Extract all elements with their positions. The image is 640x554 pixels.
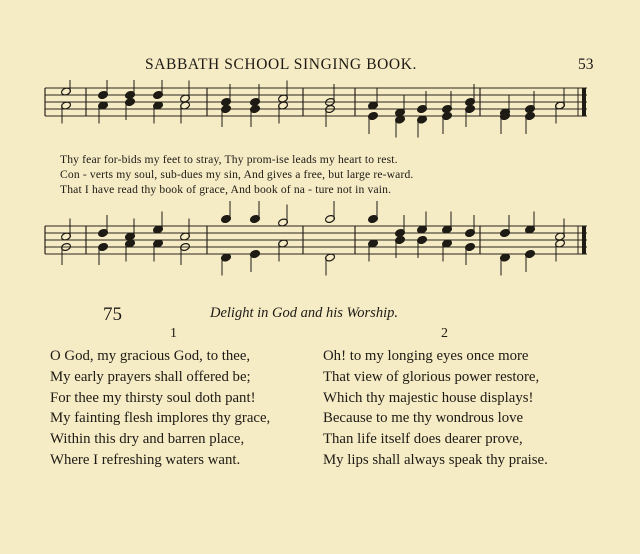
verse-number: 2 <box>441 326 448 341</box>
verse-line: Where I refreshing waters want. <box>50 451 241 468</box>
verse-number: 1 <box>170 326 177 341</box>
hymn-title: Delight in God and his Worship. <box>210 305 398 321</box>
hymn-number: 75 <box>103 304 122 325</box>
page-number: 53 <box>578 56 594 73</box>
verse-line: Oh! to my longing eyes once more <box>323 348 529 364</box>
verse-line: My lips shall always speak thy praise. <box>323 451 548 468</box>
running-title: SABBATH SCHOOL SINGING BOOK. <box>145 56 417 73</box>
lyric-line: Thy fear for-bids my feet to stray, Thy prom-ise leads my heart to rest. <box>60 153 398 166</box>
verse-line: Which thy majestic house displays! <box>323 389 534 406</box>
lyric-line: That I have read thy book of grace, And book of na - ture not in vain. <box>60 183 392 196</box>
upper-music-system <box>0 80 640 150</box>
verse-line: My early prayers shall offered be; <box>50 368 251 385</box>
verse-line: My fainting flesh implores thy grace, <box>50 410 271 427</box>
verse-one <box>50 346 270 471</box>
lyric-line: Con - verts my soul, sub-dues my sin, And gives a free, but large re-ward. <box>60 168 414 181</box>
lower-music-system <box>0 196 640 276</box>
verse-line: Because to me thy wondrous love <box>323 410 524 427</box>
final-barline <box>582 88 586 116</box>
lyric-block <box>60 152 413 197</box>
verse-line: That view of glorious power restore, <box>323 368 540 385</box>
verse-line: Than life itself does dearer prove, <box>323 431 523 448</box>
verse-line: O God, my gracious God, to thee, <box>50 348 251 364</box>
verse-line: Within this dry and barren place, <box>50 431 245 448</box>
final-barline <box>582 226 586 254</box>
verse-two <box>323 346 548 471</box>
verse-line: For thee my thirsty soul doth pant! <box>50 389 256 406</box>
